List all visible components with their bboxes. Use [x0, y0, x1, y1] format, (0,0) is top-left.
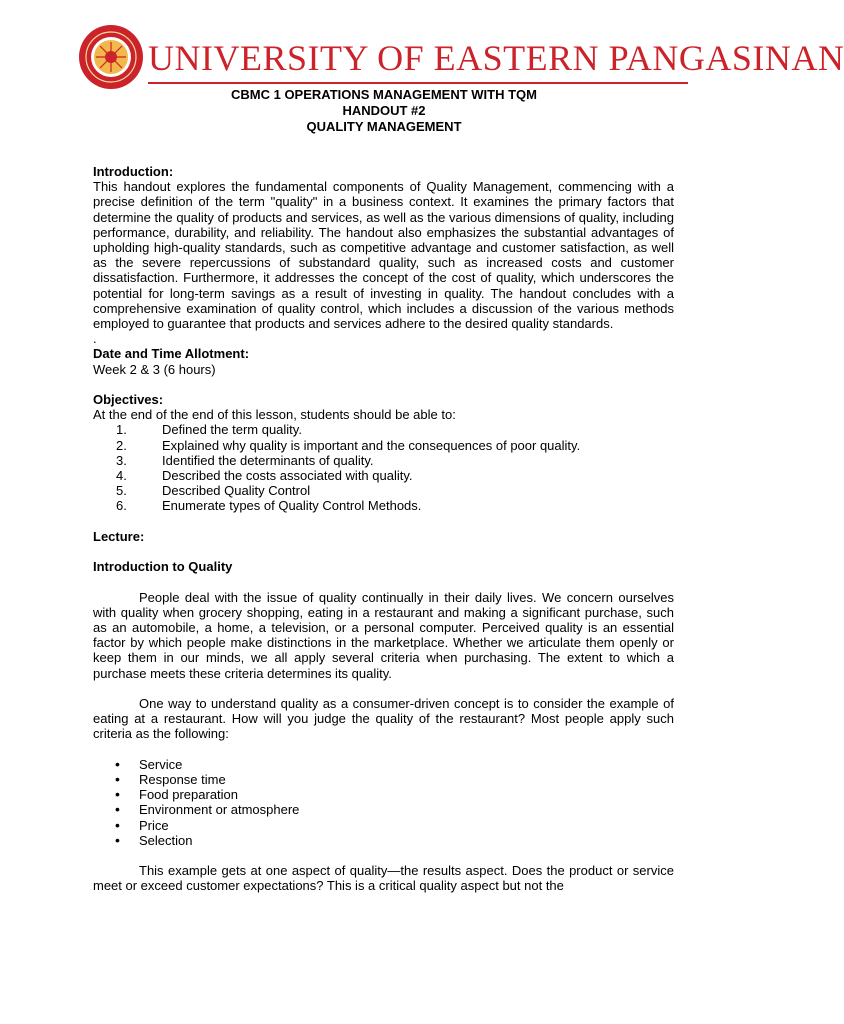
objectives-intro: At the end of the end of this lesson, students should be able to:: [93, 407, 456, 423]
list-item: • Selection: [115, 831, 193, 848]
handout-topic: QUALITY MANAGEMENT: [306, 119, 462, 134]
bullet-icon: •: [115, 771, 120, 788]
allotment-text: Week 2 & 3 (6 hours): [93, 361, 216, 377]
list-item: 4. Described the costs associated with quality.: [116, 468, 413, 484]
objectives-heading: Objectives:: [93, 392, 164, 408]
university-name: UNIVERSITY OF EASTERN PANGASINAN: [148, 38, 844, 78]
list-item: • Response time: [115, 771, 226, 788]
university-seal-icon: [78, 24, 144, 90]
list-item: 5. Described Quality Control: [116, 483, 311, 499]
lecture-paragraph-3: This example gets at one aspect of quality—the results aspect. Does the product or service meet or exceed customer expectations? This is a critical quality aspect but not the: [93, 863, 674, 894]
bullet-icon: •: [115, 801, 120, 818]
bullet-icon: •: [115, 755, 120, 772]
handout-titles: [0, 87, 768, 135]
introduction-text: This handout explores the fundamental components of Quality Management, commencing with a precise definition of the term "quality" in a business context. It examines the primary factors that determine the quality of products and services, as well as the various dimensions of quality, including performance, durability, and reliability. The handout also emphasizes the substantial advantages of upholding high-quality standards, such as competitive advantage and customer satisfaction, as well as the severe repercussions of substandard quality, such as increased costs and customer dissatisfaction. Furthermore, it addresses the concept of the cost of quality, which underscores the potential for long-term savings as a result of investing in quality. The handout concludes with a comprehensive examination of quality control, which includes a discussion of the various methods employed to guarantee that products and services adhere to the desired quality standards.: [93, 179, 674, 332]
header-rule: [148, 82, 688, 84]
list-item: • Price: [115, 816, 169, 833]
bullet-icon: •: [115, 816, 120, 833]
bullet-icon: •: [115, 786, 120, 803]
objectives-list: [93, 422, 674, 513]
introduction-heading: Introduction:: [93, 164, 174, 179]
letterhead: [78, 24, 844, 90]
lecture-paragraph-2: One way to understand quality as a consumer-driven concept is to consider the example of eating at a restaurant. How will you judge the quality of the restaurant? Most people apply such criteria as the following:: [93, 696, 674, 742]
list-item: • Food preparation: [115, 786, 239, 803]
lecture-subheading: Introduction to Quality: [93, 559, 233, 575]
list-item: 6. Enumerate types of Quality Control Methods.: [116, 498, 422, 514]
introduction-trailing-dot: .: [93, 331, 97, 347]
handout-number: HANDOUT #2: [342, 103, 426, 118]
allotment-heading: Date and Time Allotment:: [93, 346, 250, 362]
bullet-icon: •: [115, 831, 120, 848]
course-title: CBMC 1 OPERATIONS MANAGEMENT WITH TQM: [231, 87, 537, 102]
handout-body: [93, 164, 674, 894]
lecture-paragraph-1: People deal with the issue of quality continually in their daily lives. We concern ourselves with quality when grocery shopping, eating in a restaurant and making a significant purchase, such as an automobile, a home, a television, or a personal computer. Perceived quality is an essential factor by which people make distinctions in the marketplace. Whether we articulate them openly or keep them in our minds, we all apply several criteria when purchasing. The extent to which a purchase meets these criteria determines its quality.: [93, 589, 674, 681]
lecture-heading: Lecture:: [93, 528, 145, 544]
list-item: • Environment or atmosphere: [115, 801, 300, 818]
list-item: 3. Identified the determinants of quality.: [116, 452, 374, 468]
list-item: 2. Explained why quality is important and the consequences of poor quality.: [116, 437, 581, 453]
list-item: 1. Defined the term quality.: [116, 422, 302, 438]
list-item: • Service: [115, 755, 183, 772]
criteria-list: [93, 757, 674, 848]
